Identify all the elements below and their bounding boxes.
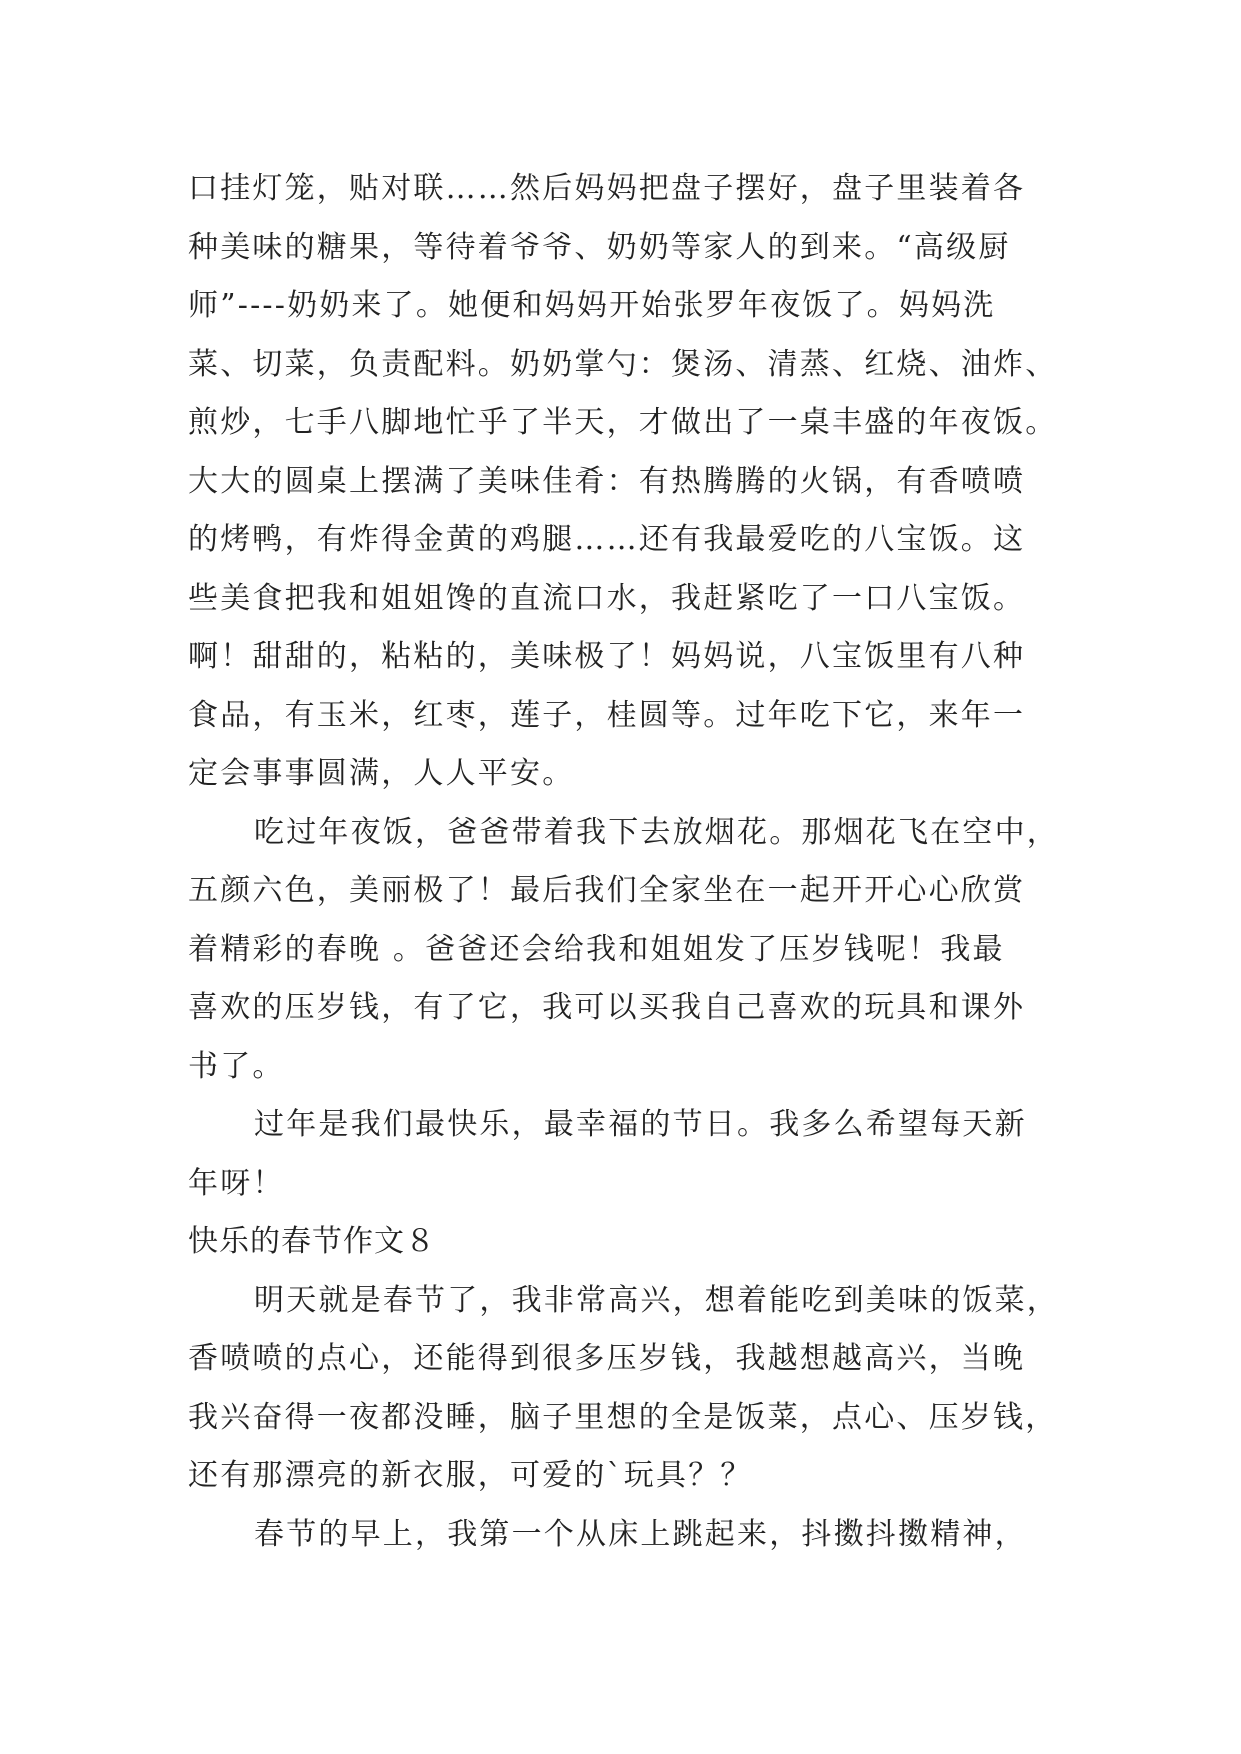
paragraph: [188, 804, 1068, 1097]
text-line: 喜欢的压岁钱，有了它，我可以买我自己喜欢的玩具和课外: [188, 990, 1026, 1025]
text-line: 种美味的糖果，等待着爷爷、奶奶等家人的到来。“高级厨: [188, 229, 1011, 265]
document-body: [188, 160, 1068, 1564]
heading-text: 快乐的春节作文８: [188, 1224, 436, 1259]
text-line: 啊！甜甜的，粘粘的，美味极了！妈妈说，八宝饭里有八种: [188, 639, 1026, 674]
text-line: 年呀！: [188, 1165, 285, 1201]
text-line: 春节的早上，我第一个从床上跳起来，抖擞抖擞精神，: [254, 1516, 1027, 1552]
text-line: 煎炒，七手八脚地忙乎了半天，才做出了一桌丰盛的年夜饭。: [188, 405, 1058, 440]
text-line: 的烤鸭，有炸得金黄的鸡腿……还有我最爱吃的八宝饭。这: [188, 522, 1026, 557]
text-line: 师”----奶奶来了。她便和妈妈开始张罗年夜饭了。妈妈洗: [188, 288, 996, 323]
text-line: 吃过年夜饭，爸爸带着我下去放烟花。那烟花飞在空中，: [254, 814, 1059, 850]
text-line: 五颜六色，美丽极了！最后我们全家坐在一起开开心心欣赏: [188, 873, 1026, 908]
text-line: 大大的圆桌上摆满了美味佳肴：有热腾腾的火锅，有香喷喷: [188, 463, 1026, 499]
text-line: 香喷喷的点心，还能得到很多压岁钱，我越想越高兴，当晚: [188, 1341, 1026, 1376]
text-line: 些美食把我和姐姐馋的直流口水，我赶紧吃了一口八宝饭。: [188, 580, 1026, 616]
paragraph: [188, 1096, 1068, 1213]
text-line: 还有那漂亮的新衣服，可爱的`玩具？？: [188, 1458, 753, 1493]
text-line: 菜、切菜，负责配料。奶奶掌勺：煲汤、清蒸、红烧、油炸、: [188, 346, 1058, 382]
section-heading: [188, 1213, 1068, 1272]
text-line: 定会事事圆满，人人平安。: [188, 756, 575, 791]
text-line: 口挂灯笼，贴对联……然后妈妈把盘子摆好，盘子里装着各: [188, 171, 1026, 206]
text-line: 过年是我们最快乐，最幸福的节日。我多么希望每天新: [254, 1107, 1027, 1142]
text-line: 书了。: [188, 1048, 285, 1084]
text-line: 着精彩的春晚 。爸爸还会给我和姐姐发了压岁钱呢！我最: [188, 931, 1005, 967]
paragraph: [188, 1272, 1068, 1506]
text-line: 明天就是春节了，我非常高兴，想着能吃到美味的饭菜，: [254, 1282, 1059, 1318]
text-line: 我兴奋得一夜都没睡，脑子里想的全是饭菜，点心、压岁钱，: [188, 1399, 1058, 1435]
text-line: 食品，有玉米，红枣，莲子，桂圆等。过年吃下它，来年一: [188, 697, 1026, 733]
paragraph: [188, 1506, 1068, 1565]
paragraph: [188, 160, 1068, 804]
